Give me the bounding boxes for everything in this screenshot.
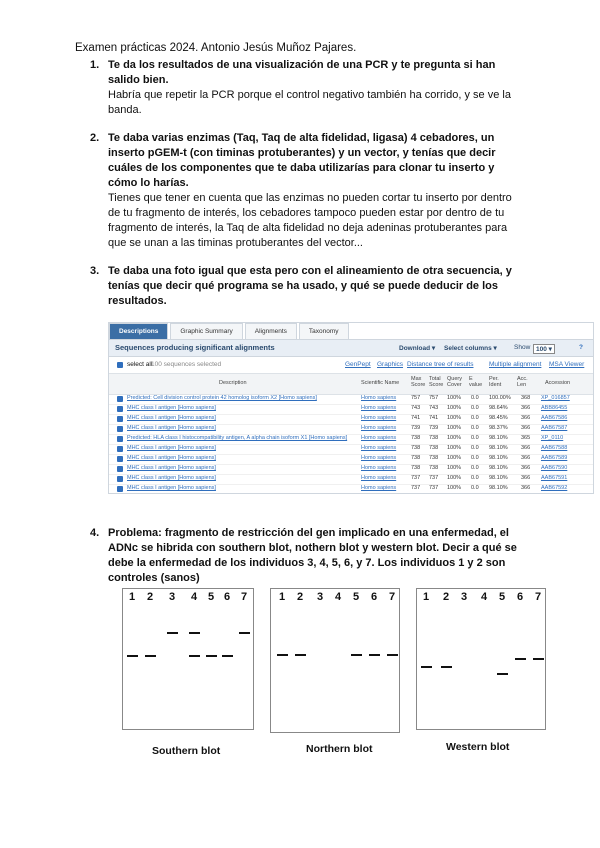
row-len: 366 [521, 465, 531, 471]
blot-band [189, 632, 200, 634]
row-len: 365 [521, 435, 531, 441]
row-checkbox[interactable] [117, 426, 123, 432]
row-total: 738 [429, 445, 439, 451]
lane-label: 5 [353, 591, 360, 603]
row-len: 366 [521, 455, 531, 461]
row-total: 738 [429, 455, 439, 461]
row-accession[interactable]: XP_016857 [541, 395, 570, 401]
question-2 [90, 131, 520, 251]
lane-label: 7 [241, 591, 248, 603]
row-scientific-name[interactable]: Homo sapiens [361, 455, 397, 461]
row-total: 738 [429, 435, 439, 441]
row-ident: 98.64% [489, 405, 508, 411]
row-scientific-name[interactable]: Homo sapiens [361, 435, 397, 441]
row-max: 757 [411, 395, 421, 401]
row-max: 737 [411, 475, 421, 481]
show-label: Show [514, 344, 531, 351]
row-accession[interactable]: AAB67592 [541, 485, 568, 491]
show-select-value: 100 [536, 346, 547, 353]
row-max: 738 [411, 465, 421, 471]
row-total: 757 [429, 395, 439, 401]
row-checkbox[interactable] [117, 486, 123, 492]
row-scientific-name[interactable]: Homo sapiens [361, 465, 397, 471]
row-description[interactable]: Predicted: Cell division control protein 42 homolog isoform X2 [Homo sapiens] [127, 395, 317, 401]
selection-row [109, 359, 593, 371]
question-1-title: Te da los resultados de una visualización de una PCR y te pregunta si han salido bien. [108, 59, 496, 86]
row-e: 0.0 [471, 425, 479, 431]
southern-blot [122, 588, 254, 730]
row-total: 738 [429, 465, 439, 471]
row-max: 741 [411, 415, 421, 421]
lane-label: 4 [481, 591, 488, 603]
lane-label: 6 [371, 591, 378, 603]
row-max: 737 [411, 485, 421, 491]
row-checkbox[interactable] [117, 406, 123, 412]
row-e: 0.0 [471, 415, 479, 421]
row-e: 0.0 [471, 465, 479, 471]
lane-label: 4 [191, 591, 198, 603]
document-header: Examen prácticas 2024. Antonio Jesús Muñoz Pajares. [75, 42, 357, 54]
row-cover: 100% [447, 425, 462, 431]
western-blot [416, 588, 546, 730]
blot-band [515, 658, 526, 660]
row-scientific-name[interactable]: Homo sapiens [361, 485, 397, 491]
lane-label: 1 [129, 591, 136, 603]
row-e: 0.0 [471, 405, 479, 411]
row-total: 741 [429, 415, 439, 421]
tab-taxonomy[interactable]: Taxonomy [299, 323, 349, 340]
blot-band [533, 658, 544, 660]
link-distance-tree[interactable]: Distance tree of results [407, 361, 474, 368]
lane-label: 3 [461, 591, 468, 603]
northern-blot [270, 588, 400, 733]
select-columns-button[interactable]: Select columns ▾ [444, 345, 497, 352]
question-3-title: Te daba una foto igual que esta pero con el alineamiento de otra secuencia, y tenías que decir qué programa se ha usado, y qué se puede deducir de los resultados. [108, 265, 512, 307]
link-graphics[interactable]: Graphics [377, 361, 404, 368]
blast-results-screenshot [108, 322, 594, 494]
row-accession[interactable]: AAB67589 [541, 455, 568, 461]
blot-band [369, 654, 380, 656]
western-blot-caption: Western blot [446, 741, 510, 753]
select-all-checkbox[interactable] [117, 362, 123, 368]
row-cover: 100% [447, 455, 462, 461]
row-checkbox[interactable] [117, 396, 123, 402]
col-acc-len[interactable]: Acc. Len [517, 376, 528, 388]
row-scientific-name[interactable]: Homo sapiens [361, 405, 397, 411]
lane-label: 2 [297, 591, 304, 603]
row-len: 366 [521, 475, 531, 481]
col-total-score[interactable]: Total Score [429, 376, 444, 388]
lane-label: 6 [224, 591, 231, 603]
row-ident: 98.10% [489, 445, 508, 451]
lane-label: 1 [423, 591, 430, 603]
table-row [109, 484, 593, 494]
lane-label: 6 [517, 591, 524, 603]
row-ident: 98.10% [489, 465, 508, 471]
lane-label: 5 [499, 591, 506, 603]
lane-label: 4 [335, 591, 342, 603]
row-cover: 100% [447, 415, 462, 421]
lane-label: 2 [147, 591, 154, 603]
row-scientific-name[interactable]: Homo sapiens [361, 475, 397, 481]
col-query-cover[interactable]: Query Cover [447, 376, 462, 388]
row-checkbox[interactable] [117, 466, 123, 472]
row-ident: 98.10% [489, 435, 508, 441]
question-2-title: Te daba varias enzimas (Taq, Taq de alta fidelidad, ligasa) 4 cebadores, un inserto pGEM-t (con timinas protuberantes) y un vector, y tenías que decir cuáles de los componentes que te daba utilizarías para clonar tu inserto y cómo lo harías. [108, 132, 496, 189]
row-ident: 98.10% [489, 485, 508, 491]
question-2-answer: Tienes que tener en cuenta que las enzimas no pueden cortar tu inserto por dentro de tu fragmento de interés, los cebadores tampoco pueden estar por dentro de tu fragmento de interés, la Taq de alta fidelidad no deja adeninas protuberantes para que se unan a las timinas protuberantes del vector... [108, 192, 512, 249]
row-total: 739 [429, 425, 439, 431]
row-cover: 100% [447, 485, 462, 491]
question-1 [90, 58, 520, 118]
blot-band [206, 655, 217, 657]
lane-label: 3 [317, 591, 324, 603]
row-max: 738 [411, 445, 421, 451]
col-description[interactable]: Description [219, 380, 247, 386]
blot-band [239, 632, 250, 634]
row-len: 366 [521, 425, 531, 431]
lane-label: 7 [535, 591, 542, 603]
lane-label: 5 [208, 591, 215, 603]
row-scientific-name[interactable]: Homo sapiens [361, 395, 397, 401]
download-label: Download [399, 345, 431, 352]
row-checkbox[interactable] [117, 456, 123, 462]
row-accession[interactable]: XP_0110 [541, 435, 564, 441]
row-len: 366 [521, 445, 531, 451]
download-button[interactable]: Download ▾ [399, 345, 436, 352]
row-e: 0.0 [471, 395, 479, 401]
row-ident: 98.10% [489, 475, 508, 481]
blot-band [222, 655, 233, 657]
lane-label: 1 [279, 591, 286, 603]
table-header [109, 373, 593, 395]
row-max: 739 [411, 425, 421, 431]
question-4 [90, 526, 530, 586]
question-3 [90, 264, 520, 309]
row-e: 0.0 [471, 455, 479, 461]
row-description[interactable]: MHC class I antigen [Homo sapiens] [127, 405, 216, 411]
row-cover: 100% [447, 405, 462, 411]
row-e: 0.0 [471, 435, 479, 441]
row-accession[interactable]: AAB67591 [541, 475, 568, 481]
row-accession[interactable]: AAB67586 [541, 415, 568, 421]
blot-band [145, 655, 156, 657]
row-e: 0.0 [471, 485, 479, 491]
row-ident: 98.37% [489, 425, 508, 431]
row-e: 0.0 [471, 475, 479, 481]
row-scientific-name[interactable]: Homo sapiens [361, 445, 397, 451]
row-description[interactable]: MHC class I antigen [Homo sapiens] [127, 415, 216, 421]
results-bar-title: Sequences producing significant alignments [115, 343, 275, 352]
row-len: 368 [521, 395, 531, 401]
link-msa-viewer[interactable]: MSA Viewer [549, 361, 585, 368]
row-description[interactable]: MHC class I antigen [Homo sapiens] [127, 455, 216, 461]
row-description[interactable]: MHC class I antigen [Homo sapiens] [127, 485, 216, 491]
link-genpept[interactable]: GenPept [345, 361, 371, 368]
northern-blot-caption: Northern blot [306, 743, 373, 755]
blot-band [441, 666, 452, 668]
row-len: 366 [521, 485, 531, 491]
row-description[interactable]: Predicted: HLA class I histocompatibility antigen, A alpha chain isoform X1 [Homo sapiens] [127, 435, 348, 441]
row-total: 743 [429, 405, 439, 411]
blot-band [497, 673, 508, 675]
lane-label: 2 [443, 591, 450, 603]
selected-count: 100 sequences selected [151, 361, 222, 368]
row-ident: 98.45% [489, 415, 508, 421]
row-accession[interactable]: AAB67590 [541, 465, 568, 471]
row-checkbox[interactable] [117, 416, 123, 422]
row-ident: 100.00% [489, 395, 511, 401]
tab-alignments[interactable]: Alignments [245, 323, 297, 340]
row-max: 738 [411, 435, 421, 441]
question-1-answer: Habría que repetir la PCR porque el control negativo también ha corrido, y se ve la banda. [108, 89, 511, 116]
blot-band [167, 632, 178, 634]
row-description[interactable]: MHC class I antigen [Homo sapiens] [127, 445, 216, 451]
lane-label: 7 [389, 591, 396, 603]
col-per-ident[interactable]: Per. Ident [489, 376, 502, 388]
row-e: 0.0 [471, 445, 479, 451]
select-columns-label: Select columns [444, 345, 492, 352]
row-checkbox[interactable] [117, 436, 123, 442]
row-description[interactable]: MHC class I antigen [Homo sapiens] [127, 465, 216, 471]
question-4-title: Problema: fragmento de restricción del gen implicado en una enfermedad, el ADNc se hibrida con southern blot, nothern blot y western blot. Decir a qué se debe la enfermedad de los individuos 3, 4, 5, 6, y 7. Los individuos 1 y 2 son controles (sanos) [108, 527, 517, 584]
row-description[interactable]: MHC class I antigen [Homo sapiens] [127, 475, 216, 481]
row-checkbox[interactable] [117, 476, 123, 482]
blot-band [387, 654, 398, 656]
row-max: 738 [411, 455, 421, 461]
show-select[interactable]: 100 ▾ [533, 344, 555, 354]
question-4-number: 4. [90, 527, 100, 539]
col-scientific-name[interactable]: Scientific Name [361, 380, 400, 386]
lane-label: 3 [169, 591, 176, 603]
help-icon[interactable]: ? [579, 344, 583, 351]
blot-band [189, 655, 200, 657]
row-len: 366 [521, 415, 531, 421]
blot-band [421, 666, 432, 668]
row-accession[interactable]: AAB67587 [541, 425, 568, 431]
col-accession[interactable]: Accession [545, 380, 571, 386]
southern-blot-caption: Southern blot [152, 745, 221, 757]
row-cover: 100% [447, 465, 462, 471]
row-cover: 100% [447, 445, 462, 451]
blot-band [277, 654, 288, 656]
blot-band [127, 655, 138, 657]
row-accession[interactable]: AAB67588 [541, 445, 568, 451]
results-bar [109, 339, 593, 357]
link-multiple-alignment[interactable]: Multiple alignment [489, 361, 542, 368]
blast-tabs [109, 323, 351, 339]
col-e-value[interactable]: E value [469, 376, 483, 388]
question-1-number: 1. [90, 59, 100, 71]
row-max: 743 [411, 405, 421, 411]
blot-band [351, 654, 362, 656]
blot-band [295, 654, 306, 656]
row-accession[interactable]: ABB86455 [541, 405, 568, 411]
tab-graphic-summary[interactable]: Graphic Summary [170, 323, 242, 340]
tab-descriptions[interactable]: Descriptions [109, 323, 168, 340]
row-len: 366 [521, 405, 531, 411]
col-max-score[interactable]: Max Score [411, 376, 426, 388]
row-scientific-name[interactable]: Homo sapiens [361, 415, 397, 421]
question-3-number: 3. [90, 265, 100, 277]
row-checkbox[interactable] [117, 446, 123, 452]
question-2-number: 2. [90, 132, 100, 144]
row-description[interactable]: MHC class I antigen [Homo sapiens] [127, 425, 216, 431]
row-cover: 100% [447, 435, 462, 441]
row-cover: 100% [447, 475, 462, 481]
row-total: 737 [429, 485, 439, 491]
row-total: 737 [429, 475, 439, 481]
row-ident: 98.10% [489, 455, 508, 461]
row-cover: 100% [447, 395, 462, 401]
row-scientific-name[interactable]: Homo sapiens [361, 425, 397, 431]
select-all-label: select all [127, 361, 153, 368]
